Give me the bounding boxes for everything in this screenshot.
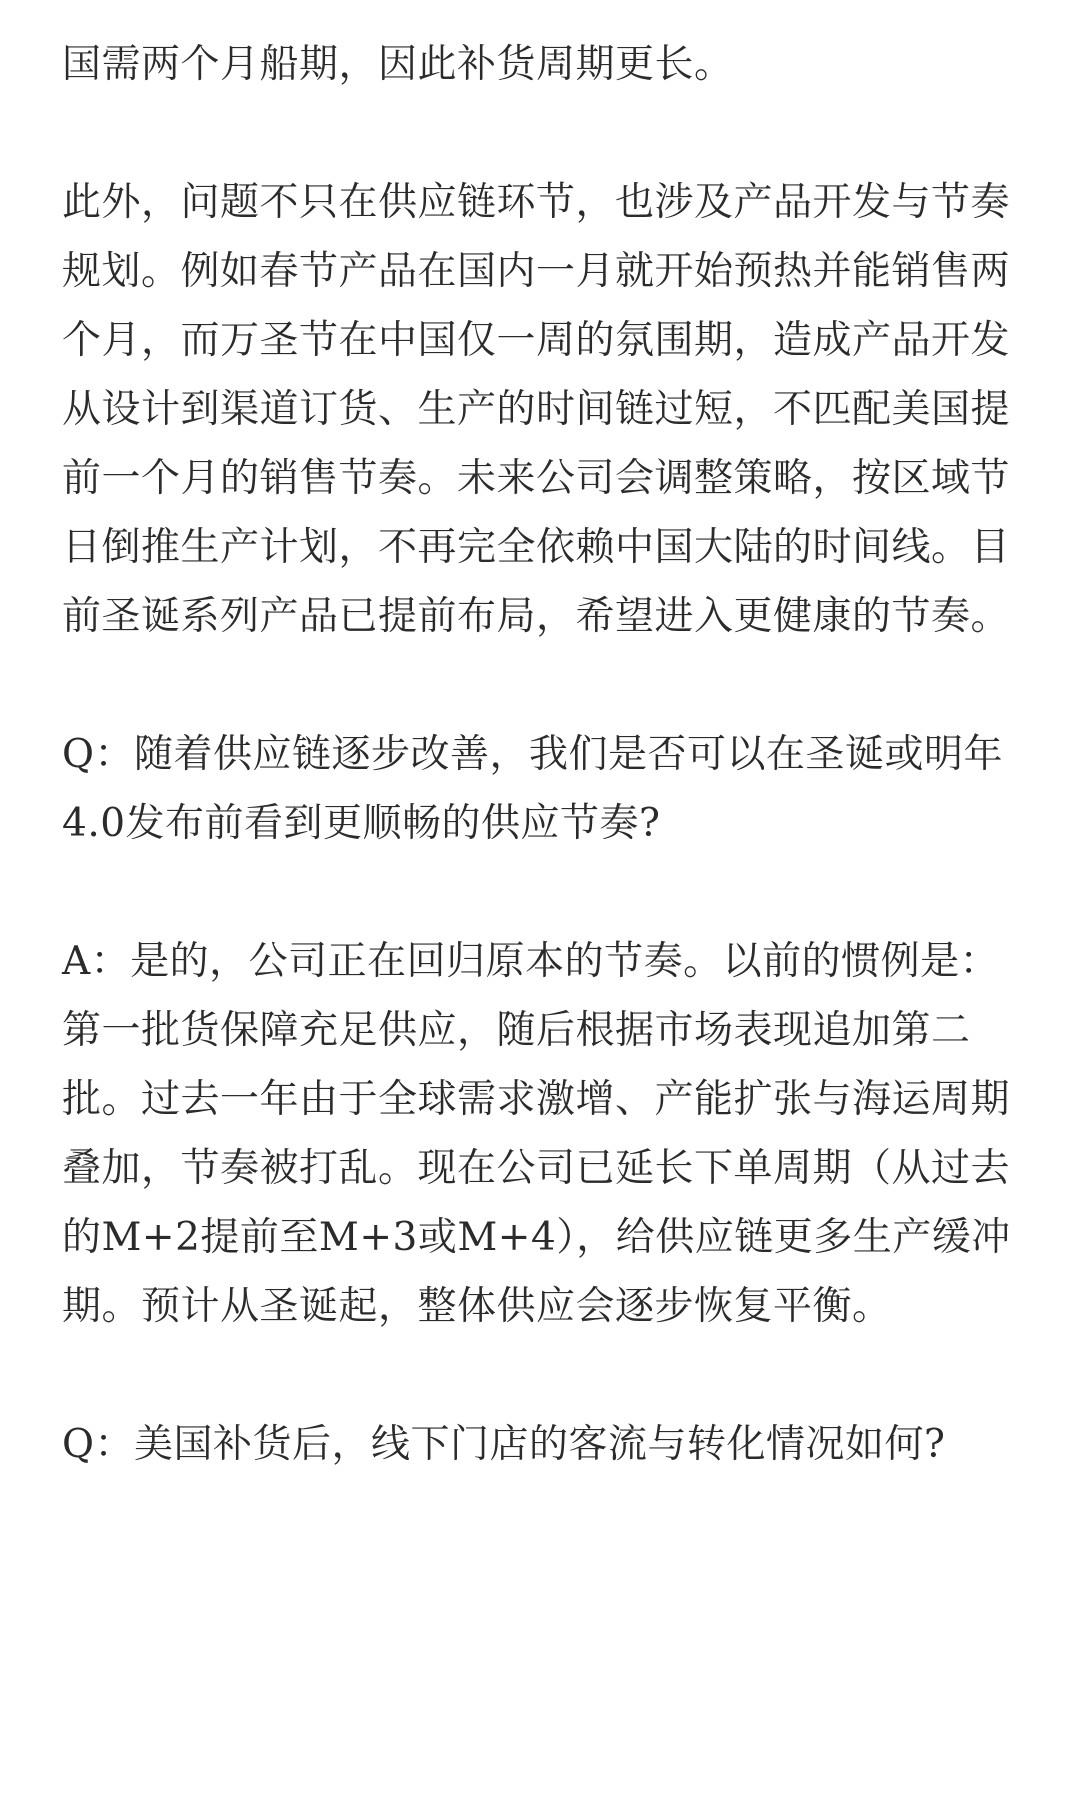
answer-supply-rhythm: A：是的，公司正在回归原本的节奏。以前的惯例是：第一批货保障充足供应，随后根据市场表现追加第二批。过去一年由于全球需求激增、产能扩张与海运周期叠加，节奏被打乱。现在公司已延长下单周期（从过去的M+2提前至M+3或M+4），给供应链更多生产缓冲期。预计从圣诞起，整体供应会逐步恢复平衡。 [62,939,1011,1329]
paragraph-supply-lead-time: 国需两个月船期，因此补货周期更长。 [62,42,734,87]
article-body [62,30,1012,1479]
question-store-traffic: Q：美国补货后，线下门店的客流与转化情况如何? [62,1422,946,1467]
question-supply-rhythm: Q：随着供应链逐步改善，我们是否可以在圣诞或明年4.0发布前看到更顺畅的供应节奏? [62,732,1003,846]
paragraph-product-planning: 此外，问题不只在供应链环节，也涉及产品开发与节奏规划。例如春节产品在国内一月就开始预热并能销售两个月，而万圣节在中国仅一周的氛围期，造成产品开发从设计到渠道订货、生产的时间链过短，不匹配美国提前一个月的销售节奏。未来公司会调整策略，按区域节日倒推生产计划，不再完全依赖中国大陆的时间线。目前圣诞系列产品已提前布局，希望进入更健康的节奏。 [62,180,1011,639]
